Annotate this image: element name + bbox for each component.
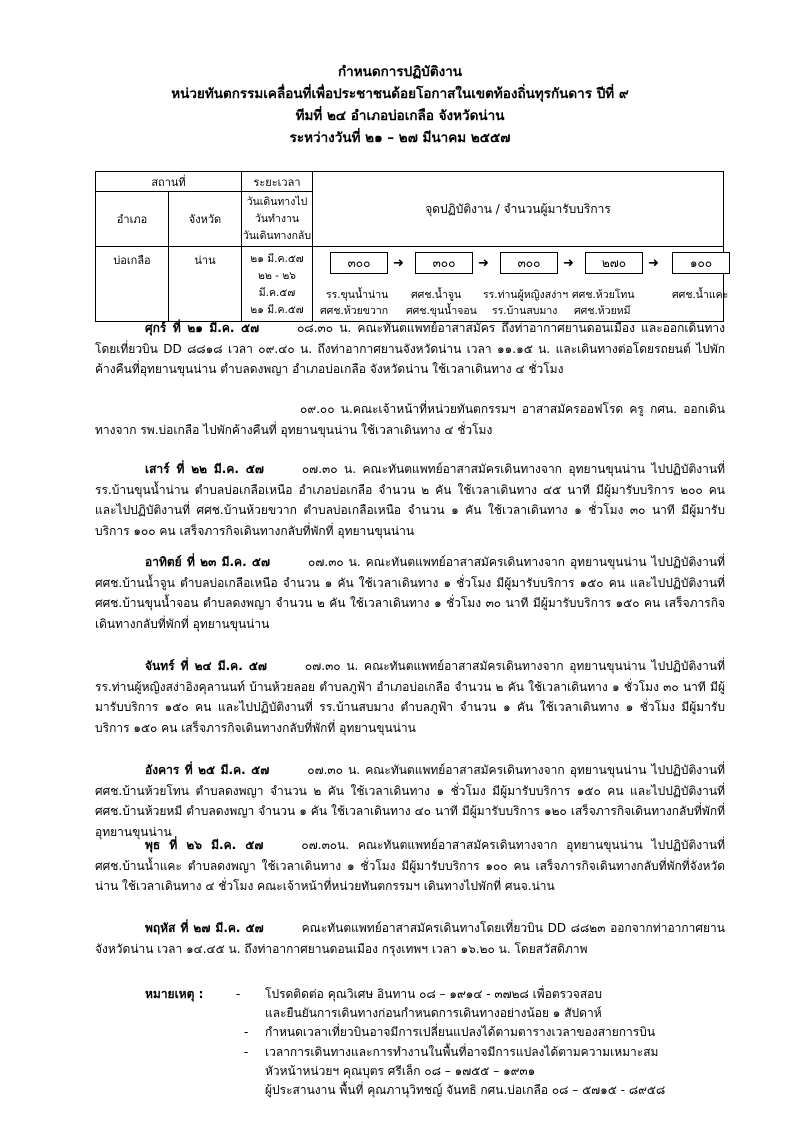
note-3b: หัวหน้าหน่วยฯ คุณบุตร ศรีเล็ก ๐๘ – ๑๗๕๕ – ๑๙๓๑ bbox=[265, 1064, 536, 1078]
day-block bbox=[95, 760, 725, 842]
header-district: อำเภอ bbox=[96, 192, 169, 247]
day-label: อังคาร ที่ ๒๕ มี.ค. ๕๗ bbox=[145, 763, 270, 777]
note-3c: ผู้ประสานงาน พื้นที่ คุณภานุวิทชญ์ จันทธิ กศน.บ่อเกลือ ๐๘ – ๕๗๑๕ - ๘๙๕๘ bbox=[265, 1083, 666, 1097]
note-1a: โปรดติดต่อ คุณวิเศษ อินทาน ๐๘ – ๑๙๑๔ - ๓๗๒๘ เพื่อตรวจสอบ bbox=[265, 987, 602, 1001]
flow-box-1: ๓๐๐ bbox=[330, 252, 388, 274]
day-text: ๐๗.๓๐ น. คณะทันตแพทย์อาสาสมัครเดินทางจาก อุทยานขุนน่าน ไปปฏิบัติงานที่ ศศช.บ้านน้ำจูน ตำบลบ่อเกลือเหนือ จำนวน ๑ คัน ใช้เวลาเดินทาง ๑ ชั่วโมง มีผู้มารับบริการ ๑๕๐ คน และไปปฏิบัติงานที่ ศศช.บ้านขุนน้ำจอน ตำบลดงพญา จำนวน ๒ คัน ใช้เวลาเดินทาง ๑ ชั่วโมง ๓๐ นาที มีผู้มารับบริการ ๑๕๐ คน เสร็จภารกิจเดินทางกลับที่พักที่ อุทยานขุนน่าน bbox=[95, 555, 725, 631]
date-range-line: ระหว่างวันที่ ๒๑ – ๒๗ มีนาคม ๒๕๕๗ bbox=[289, 130, 511, 146]
flow-box-5: ๑๐๐ bbox=[672, 252, 730, 274]
note-dash: - bbox=[236, 987, 241, 1001]
day-text: ๐๘.๓๐ น. คณะทันตแพทย์อาสาสมัคร ถึงท่าอากาศยานดอนเมือง และออกเดินทางโดยเที่ยวบิน DD ๘๘๑๘ เวลา ๐๙.๔๐ น. ถึงท่าอากาศยานจังหวัดน่าน เวลา ๑๑.๑๕ น. และเดินทางต่อโดยรถยนต์ ไปพักค้างคืนที่อุทยานขุนน่าน ตำบลดงพญา อำเภอบ่อเกลือ จังหวัดน่าน ใช้เวลาเดินทาง ๔ ชั่วโมง bbox=[95, 321, 725, 376]
flow-label: ศศช.ห้วยโทน bbox=[572, 289, 635, 301]
day-text: ๐๗.๓๐ น. คณะทันตแพทย์อาสาสมัครเดินทางจาก อุทยานขุนน่าน ไปปฏิบัติงานที่ ศศช.บ้านห้วยโทน ตำบลดงพญา จำนวน ๒ คัน ใช้เวลาเดินทาง ๑ ชั่วโมง มีผู้มารับบริการ ๑๕๐ คน และไปปฏิบัติงานที่ ศศช.บ้านห้วยหมี ตำบลดงพญา จำนวน ๑ คัน ใช้เวลาเดินทาง ๔๐ นาที มีผู้มารับบริการ ๑๒๐ เสร็จภารกิจเดินทางกลับที่พักที่ อุทยานขุนน่าน bbox=[95, 763, 725, 839]
day-text: ๐๗.๓๐ น. คณะทันตแพทย์อาสาสมัครเดินทางจาก อุทยานขุนน่าน ไปปฏิบัติงานที่ รร.บ้านขุนน้ำน่าน ตำบลบ่อเกลือเหนือ อำเภอบ่อเกลือ จำนวน ๒ คัน ใช้เวลาเดินทาง ๔๕ นาที มีผู้มารับบริการ ๒๐๐ คน และไปปฏิบัติงานที่ ศศช.บ้านห้วยขวาก ตำบลบ่อเกลือเหนือ จำนวน ๑ คัน ใช้เวลาเดินทาง ๑ ชั่วโมง ๓๐ นาที มีผู้มารับบริการ ๑๐๐ คน เสร็จภารกิจเดินทางกลับที่พักที่ อุทยานขุนน่าน bbox=[95, 462, 725, 538]
cell-date-back: ๒๑ มี.ค.๕๗ bbox=[250, 304, 304, 316]
note-3a: เวลาการเดินทางและการทำงานในพื้นที่อาจมีการแปลงได้ตามความเหมาะสม bbox=[265, 1045, 659, 1059]
note-1b: และยืนยันการเดินทางก่อนกำหนดการเดินทางอย่างน้อย ๑ สัปดาห์ bbox=[265, 1006, 602, 1020]
day-label: พฤหัส ที่ ๒๗ มี.ค. ๕๗ bbox=[145, 921, 264, 935]
flow-label: ศศช.ห้วยขวาก bbox=[320, 305, 389, 317]
arrow-right-icon: ➜ bbox=[478, 256, 489, 271]
day-label: ศุกร์ ที่ ๒๑ มี.ค. ๕๗ bbox=[145, 321, 260, 335]
header-work-days: วันทำงาน bbox=[254, 212, 300, 225]
day-block bbox=[95, 318, 725, 380]
notes-label: หมายเหตุ : bbox=[145, 987, 204, 1001]
day-text: คณะทันตแพทย์อาสาสมัครเดินทางโดยเที่ยวบิน DD ๘๘๒๓ ออกจากท่าอากาศยานจังหวัดน่าน เวลา ๑๔.๔๕ น. ถึงท่าอากาศยานดอนเมือง กรุงเทพฯ เวลา ๑๖.๒๐ น. โดยสวัสดิภาพ bbox=[95, 921, 725, 956]
header-travel-back: วันเดินทางกลับ bbox=[242, 229, 312, 242]
flow-label: ศศช.น้ำแคะ bbox=[672, 289, 729, 301]
header-period: ระยะเวลา bbox=[242, 172, 313, 192]
arrow-right-icon: ➜ bbox=[648, 256, 659, 271]
day-text: ๐๗.๓๐ น. คณะทันตแพทย์อาสาสมัครเดินทางจาก อุทยานขุนน่าน ไปปฏิบัติงานที่ รร.ท่านผู้หญิงสง่าอิงคุลานนท์ บ้านห้วยลอย ตำบลภูฟ้า อำเภอบ่อเกลือ จำนวน ๒ คัน ใช้เวลาเดินทาง ๑ ชั่วโมง ๓๐ นาที มีผู้มารับบริการ ๑๕๐ คน และไปปฏิบัติงานที่ รร.บ้านสบมาง ตำบลภูฟ้า จำนวน ๑ คัน ใช้เวลาเดินทาง ๑ ชั่วโมง มีผู้มารับบริการ ๑๕๐ คน เสร็จภารกิจเดินทางกลับที่พักที่ อุทยานขุนน่าน bbox=[95, 659, 725, 735]
arrow-right-icon: ➜ bbox=[393, 256, 404, 271]
arrow-right-icon: ➜ bbox=[563, 256, 574, 271]
flow-box-3: ๓๐๐ bbox=[500, 252, 558, 274]
flow-label: รร.ท่านผู้หญิงสง่าฯ bbox=[483, 289, 569, 301]
day-label: เสาร์ ที่ ๒๒ มี.ค. ๕๗ bbox=[145, 462, 264, 476]
cell-date-work: ๒๒ - ๒๖ มี.ค.๕๗ bbox=[258, 270, 296, 299]
flow-box-4: ๒๗๐ bbox=[585, 252, 643, 274]
header-service-points: จุดปฏิบัติงาน / จำนวนผู้มารับบริการ bbox=[313, 172, 724, 247]
cell-district: บ่อเกลือ bbox=[96, 247, 169, 322]
note-dash: - bbox=[244, 1045, 249, 1059]
day-block bbox=[95, 835, 725, 897]
day-label: อาทิตย์ ที่ ๒๓ มี.ค. ๕๗ bbox=[145, 555, 271, 569]
cell-date-go: ๒๑ มี.ค.๕๗ bbox=[250, 253, 304, 265]
day-text: ๐๙.๐๐ น.คณะเจ้าหน้าที่หน่วยทันตกรรมฯ อาสาสมัครออฟโรด ครู กศน. ออกเดินทางจาก รพ.บ่อเกลือ ไปพักค้างคืนที่ อุทยานขุนน่าน ใช้เวลาเดินทาง ๔ ชั่วโมง bbox=[95, 402, 725, 437]
day-block bbox=[95, 459, 725, 541]
flow-label: ศศช.ห้วยหมี bbox=[574, 305, 631, 317]
team-line: ทีมที่ ๒๔ อำเภอบ่อเกลือ จังหวัดน่าน bbox=[295, 108, 505, 124]
day-block-extra bbox=[95, 399, 725, 440]
flow-label: รร.ขุนน้ำน่าน bbox=[326, 289, 389, 301]
flow-box-2: ๓๐๐ bbox=[415, 252, 473, 274]
day-block bbox=[95, 656, 725, 738]
flow-label: รร.บ้านสบมาง bbox=[492, 305, 558, 317]
day-label: จันทร์ ที่ ๒๔ มี.ค. ๕๗ bbox=[145, 659, 267, 673]
header-travel-go: วันเดินทางไป bbox=[246, 195, 308, 208]
day-text: ๐๗.๓๐น. คณะทันตแพทย์อาสาสมัครเดินทางจาก อุทยานขุนน่าน ไปปฏิบัติงานที่ ศศช.บ้านน้ำแคะ ตำบลดงพญา ใช้เวลาเดินทาง ๑ ชั่วโมง มีผู้มารับบริการ ๑๐๐ คน เสร็จภารกิจเดินทางกลับที่พักที่จังหวัดน่าน ใช้เวลาเดินทาง ๔ ชั่วโมง คณะเจ้าหน้าที่หน่วยทันตกรรมฯ เดินทางไปพักที่ ศนจ.น่าน bbox=[95, 838, 725, 893]
header-place: สถานที่ bbox=[96, 172, 242, 192]
day-label: พุธ ที่ ๒๖ มี.ค. ๕๗ bbox=[145, 838, 264, 852]
cell-province: น่าน bbox=[169, 247, 242, 322]
flow-label: ศศช.น้ำจูน bbox=[411, 289, 462, 301]
note-dash: - bbox=[244, 1025, 249, 1039]
flow-label: ศศช.ขุนน้ำจอน bbox=[406, 305, 477, 317]
note-2: กำหนดเวลาเที่ยวบินอาจมีการเปลี่ยนแปลงได้ตามตารางเวลาของสายการบิน bbox=[265, 1025, 656, 1039]
doc-subtitle: หน่วยทันตกรรมเคลื่อนที่เพื่อประชาชนด้อยโอกาสในเขตท้องถิ่นทุรกันดาร ปีที่ ๙ bbox=[171, 86, 629, 102]
doc-title: กำหนดการปฏิบัติงาน bbox=[337, 64, 463, 80]
day-block bbox=[95, 552, 725, 634]
day-block bbox=[95, 918, 725, 959]
header-province: จังหวัด bbox=[169, 192, 242, 247]
